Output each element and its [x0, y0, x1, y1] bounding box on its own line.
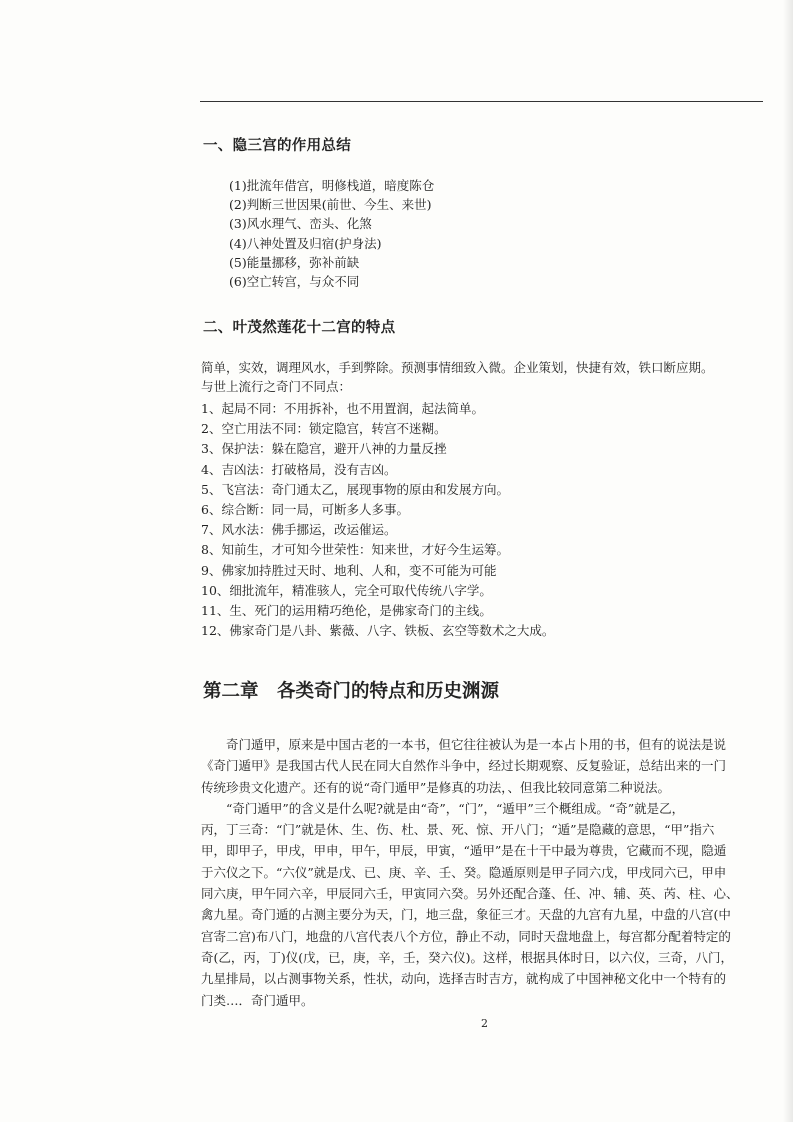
body-line: 九星排局，以占测事物关系，性状，动向，选择吉时吉方，就构成了中国神秘文化中一个特有的	[201, 971, 727, 987]
chapter-body	[201, 734, 767, 1011]
body-line: 丙，丁三奇：“门”就是休、生、伤、杜、景、死、惊、开八门；“遁”是隐藏的意思，“甲”指六	[201, 822, 715, 838]
list-item: 9、佛家加持胜过天时、地利、人和，变不可能为可能	[201, 562, 497, 578]
body-line: 奇门遁甲，原来是中国古老的一本书，但它往往被认为是一本占卜用的书，但有的说法是说	[201, 737, 727, 752]
section2-list	[201, 399, 554, 641]
intro-line: 简单，实效，调理风水，手到弊除。预测事情细致入微。企业策划，快捷有效，铁口断应期。	[201, 360, 714, 375]
list-item: (4)八神处置及归宿(护身法)	[229, 235, 382, 251]
list-item: (6)空亡转宫，与众不同	[229, 273, 360, 289]
list-item: (2)判断三世因果(前世、今生、来世)	[229, 197, 432, 213]
section1-heading: 一、隐三宫的作用总结	[203, 138, 351, 154]
list-item: 6、综合断：同一局，可断多人多事。	[201, 501, 409, 517]
list-item: 10、细批流年，精准骇人，完全可取代传统八字学。	[201, 582, 492, 598]
header-rule	[200, 101, 763, 102]
list-item: 2、空亡用法不同：锁定隐宫，转宫不迷糊。	[201, 421, 447, 437]
chapter-title: 第二章 各类奇门的特点和历史渊源	[203, 681, 500, 702]
list-item: 7、风水法：佛手挪运，改运催运。	[201, 522, 397, 538]
section2-heading: 二、叶茂然莲花十二宫的特点	[203, 320, 396, 336]
body-line: 门类…．奇门遁甲。	[201, 992, 314, 1008]
body-line: 甲，即甲子，甲戌，甲申，甲午，甲辰，甲寅，“遁甲”是在十干中最为尊贵，它藏而不现，隐遁	[201, 843, 727, 859]
body-line: 《奇门遁甲》是我国古代人民在同大自然作斗争中，经过长期观察、反复验证，总结出来的一门	[201, 758, 727, 774]
body-line: 禽九星。奇门遁的占测主要分为天，门，地三盘，象征三才。天盘的九宫有九星，中盘的八宫(中	[201, 907, 731, 923]
list-item: 1、起局不同：不用拆补，也不用置润，起法简单。	[201, 401, 484, 416]
intro-line: 与世上流行之奇门不同点：	[201, 379, 352, 395]
list-item: 4、吉凶法：打破格局，没有吉凶。	[201, 461, 397, 477]
list-item: (1)批流年借宫，明修栈道，暗度陈仓	[229, 178, 435, 193]
body-line: 宫寄二宫)布八门，地盘的八宫代表八个方位，静止不动，同时天盘地盘上，每宫都分配着特定的	[201, 928, 731, 944]
list-item: 3、保护法：躲在隐宫，避开八神的力量反挫	[201, 441, 447, 457]
list-item: 11、生、死门的运用精巧绝伦，是佛家奇门的主线。	[201, 602, 492, 618]
body-line: 于六仪之下。“六仪”就是戊、已、庚、辛、壬、癸。隐遁原则是甲子同六戊，甲戌同六已，甲申	[201, 864, 727, 880]
section2-intro	[201, 358, 767, 397]
body-line: 同六庚，甲午同六辛，甲辰同六壬，甲寅同六癸。另外还配合蓬、任、冲、辅、英、芮、柱、心、	[201, 886, 739, 902]
list-item: (3)风水理气、峦头、化煞	[229, 216, 372, 232]
list-item: (5)能量挪移，弥补前缺	[229, 254, 360, 270]
body-line: 奇(乙，丙，丁)仪(戊，已，庚，辛，壬，癸六仪)。这样，根据具体时日，以六仪，三奇，八门，	[201, 949, 734, 965]
list-item: 8、知前生，才可知今世荣性：知来世，才好今生运筹。	[201, 542, 509, 558]
scan-edge-shadow	[783, 0, 793, 1122]
body-line: 传统珍贵文化遗产。还有的说“奇门遁甲”是修真的功法，、但我比较同意第二种说法。	[201, 779, 671, 795]
list-item: 12、佛家奇门是八卦、紫薇、八字、铁板、玄空等数术之大成。	[201, 623, 555, 639]
body-line: “奇门遁甲”的含义是什么呢?就是由“奇”，“门”，“遁甲”三个概组成。“奇”就是乙，	[201, 800, 685, 816]
page-number: 2	[481, 1017, 488, 1030]
list-item: 5、飞宫法：奇门通太乙，展现事物的原由和发展方向。	[201, 481, 509, 497]
section1-list	[229, 176, 434, 291]
